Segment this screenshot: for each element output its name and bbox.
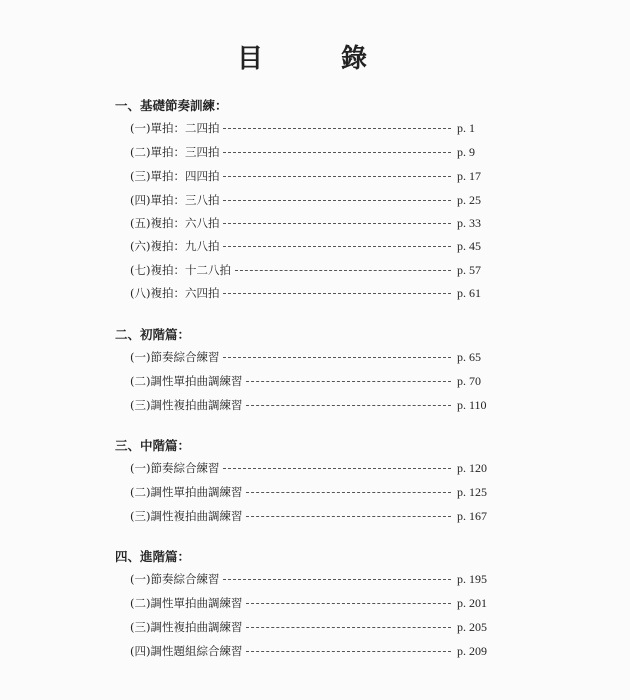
dot-leader — [223, 246, 451, 247]
dot-leader — [223, 152, 451, 153]
entry-page: p. 17 — [457, 168, 481, 183]
entry-page: p. 120 — [457, 460, 487, 475]
toc-entry[interactable] — [130, 168, 505, 184]
entry-page: p. 9 — [457, 144, 475, 159]
toc-entry[interactable] — [130, 285, 505, 301]
dot-leader — [223, 293, 451, 294]
dot-leader — [246, 627, 451, 628]
entry-page: p. 33 — [457, 215, 481, 230]
entry-page: p. 70 — [457, 373, 481, 388]
entry-page: p. 110 — [457, 397, 487, 412]
dot-leader — [223, 176, 451, 177]
toc-entry[interactable] — [130, 619, 505, 635]
entry-page: p. 201 — [457, 595, 487, 610]
title-char-2: 錄 — [341, 44, 368, 74]
dot-leader — [223, 223, 451, 224]
entry-page: p. 45 — [457, 238, 481, 253]
dot-leader — [223, 468, 451, 469]
dot-leader — [246, 516, 451, 517]
section-heading: 一、基礎節奏訓練： — [115, 98, 228, 113]
entry-page: p. 205 — [457, 619, 487, 634]
section-heading: 三、中階篇： — [115, 438, 191, 453]
toc-entry[interactable] — [130, 460, 505, 476]
section-heading: 二、初階篇： — [115, 327, 191, 342]
toc-entry[interactable] — [130, 397, 505, 413]
entry-label: (二)單拍：三四拍 — [130, 145, 220, 159]
toc-entry[interactable] — [130, 144, 505, 160]
toc-entry[interactable] — [130, 238, 505, 254]
entry-label: (五)複拍：六八拍 — [130, 216, 220, 230]
dot-leader — [223, 579, 451, 580]
entry-label: (二)調性單拍曲調練習 — [130, 374, 243, 388]
toc-entry[interactable] — [130, 571, 505, 587]
entry-label: (四)調性題組綜合練習 — [130, 644, 243, 658]
entry-label: (二)調性單拍曲調練習 — [130, 596, 243, 610]
dot-leader — [223, 128, 451, 129]
toc-entry[interactable] — [130, 120, 505, 136]
entry-label: (八)複拍：六四拍 — [130, 286, 220, 300]
entry-label: (七)複拍：十二八拍 — [130, 263, 231, 277]
toc-entry[interactable] — [130, 215, 505, 231]
entry-page: p. 125 — [457, 484, 487, 499]
entry-label: (一)節奏綜合練習 — [130, 572, 220, 586]
entry-page: p. 57 — [457, 262, 481, 277]
entry-label: (三)調性複拍曲調練習 — [130, 620, 243, 634]
toc-entry[interactable] — [130, 643, 505, 659]
dot-leader — [246, 603, 451, 604]
dot-leader — [223, 200, 451, 201]
dot-leader — [246, 381, 451, 382]
toc-entry[interactable] — [130, 373, 505, 389]
entry-label: (一)節奏綜合練習 — [130, 461, 220, 475]
entry-page: p. 167 — [457, 508, 487, 523]
entry-page: p. 61 — [457, 285, 481, 300]
toc-entry[interactable] — [130, 349, 505, 365]
entry-label: (三)調性複拍曲調練習 — [130, 509, 243, 523]
dot-leader — [223, 357, 451, 358]
entry-page: p. 195 — [457, 571, 487, 586]
toc-entry[interactable] — [130, 508, 505, 524]
dot-leader — [246, 492, 451, 493]
entry-label: (一)單拍：二四拍 — [130, 121, 220, 135]
entry-label: (四)單拍：三八拍 — [130, 193, 220, 207]
entry-page: p. 1 — [457, 120, 475, 135]
entry-page: p. 209 — [457, 643, 487, 658]
entry-label: (二)調性單拍曲調練習 — [130, 485, 243, 499]
toc-entry[interactable] — [130, 192, 505, 208]
title-char-1: 目 — [237, 44, 264, 74]
entry-label: (三)單拍：四四拍 — [130, 169, 220, 183]
toc-entry[interactable] — [130, 262, 505, 278]
entry-page: p. 65 — [457, 349, 481, 364]
toc-entry[interactable] — [130, 484, 505, 500]
dot-leader — [246, 405, 451, 406]
section-heading: 四、進階篇： — [115, 549, 191, 564]
entry-label: (三)調性複拍曲調練習 — [130, 398, 243, 412]
entry-label: (一)節奏綜合練習 — [130, 350, 220, 364]
dot-leader — [246, 651, 451, 652]
dot-leader — [235, 270, 451, 271]
toc-entry[interactable] — [130, 595, 505, 611]
entry-label: (六)複拍：九八拍 — [130, 239, 220, 253]
entry-page: p. 25 — [457, 192, 481, 207]
